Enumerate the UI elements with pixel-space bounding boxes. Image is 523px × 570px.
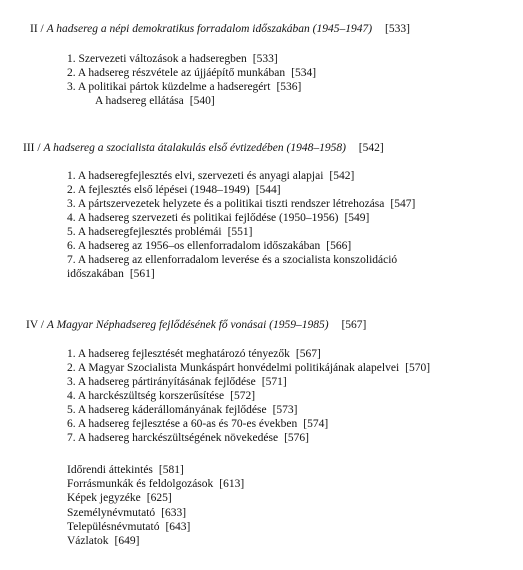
back-matter-page: [625] [146, 492, 172, 505]
toc-entry [67, 211, 477, 225]
back-matter-page: [649] [114, 534, 140, 547]
section-page-ref: [542] [358, 142, 384, 154]
toc-entry-page: [561] [129, 268, 155, 280]
back-matter-text: Településnévmutató [67, 520, 160, 533]
toc-entry-text: 6. A hadsereg az 1956–os ellenforradalom időszakában [67, 240, 321, 252]
back-matter-page: [581] [158, 464, 184, 476]
toc-entry-page: [547] [390, 198, 416, 210]
toc-entry [67, 375, 430, 389]
toc-entry-page: [551] [227, 226, 253, 238]
section-roman-numeral: II / [30, 23, 44, 35]
toc-entry [67, 52, 316, 66]
back-matter-list [67, 463, 244, 548]
toc-entry-text: A hadsereg ellátása [95, 95, 184, 107]
section-title-text: A hadsereg a népi demokratikus forradalom időszakában (1945–1947) [46, 23, 373, 35]
toc-entry-page: [549] [344, 212, 370, 224]
back-matter-text: Képek jegyzéke [67, 492, 141, 505]
section-page-ref: [533] [384, 23, 410, 35]
back-matter-entry [67, 534, 244, 548]
back-matter-entry [67, 506, 244, 520]
toc-entry-text: 3. A hadsereg pártirányításának fejlődése [67, 376, 256, 388]
toc-entry-text: 4. A harckészültség korszerűsítése [67, 390, 225, 402]
section-title-text: A Magyar Néphadsereg fejlődésének fő vonásai (1959–1985) [46, 319, 329, 331]
section-heading-ii [30, 22, 410, 36]
toc-entry-page: [536] [276, 81, 302, 93]
toc-entry [67, 389, 430, 403]
toc-entry-text: 5. A hadseregfejlesztés problémái [67, 226, 222, 238]
toc-entry [67, 253, 477, 281]
toc-entry-text: 7. A hadsereg harckészültségének növekedése [67, 432, 279, 444]
toc-entry-page: [566] [326, 240, 352, 252]
section-ii-entries [67, 52, 316, 108]
toc-entry-page: [540] [189, 95, 215, 107]
toc-entry [67, 239, 477, 253]
toc-entry-page: [534] [291, 67, 317, 79]
toc-entry-page: [571] [261, 376, 287, 388]
toc-entry-page: [576] [284, 432, 309, 444]
back-matter-text: Forrásmunkák és feldolgozások [67, 478, 214, 491]
toc-entry [67, 361, 430, 375]
toc-entry-text: 7. A hadsereg az ellenforradalom leverése és a szocialista konszolidáció időszakában [67, 254, 398, 280]
back-matter-text: Személynévmutató [67, 506, 156, 519]
back-matter-text: Vázlatok [67, 534, 109, 547]
toc-entry [67, 417, 430, 431]
toc-entry [67, 431, 430, 445]
toc-entry-text: 1. A hadseregfejlesztés elvi, szervezeti és anyagi alapjai [67, 170, 324, 182]
section-heading-iii [23, 141, 384, 155]
toc-entry-page: [542] [329, 170, 355, 182]
toc-entry-text: 1. A hadsereg fejlesztését meghatározó tényezők [67, 348, 290, 360]
toc-entry-page: [570] [405, 362, 431, 374]
back-matter-text: Időrendi áttekintés [67, 464, 153, 476]
back-matter-page: [613] [219, 478, 245, 491]
toc-entry [67, 94, 316, 108]
section-roman-numeral: III / [23, 142, 41, 154]
toc-entry-page: [533] [252, 53, 278, 65]
section-heading-iv [26, 318, 366, 332]
back-matter-entry [67, 520, 244, 534]
back-matter-entry [67, 463, 244, 477]
toc-entry-text: 3. A pártszervezetek helyzete és a politikai tiszti rendszer létrehozása [67, 198, 385, 210]
toc-entry-text: 2. A fejlesztés első lépései (1948–1949) [67, 184, 250, 196]
toc-entry [67, 347, 430, 361]
section-page-ref: [567] [341, 319, 367, 331]
back-matter-entry [67, 491, 244, 505]
toc-entry-text: 2. A hadsereg részvétele az újjáépítő munkában [67, 67, 286, 79]
toc-entry [67, 183, 477, 197]
toc-entry [67, 80, 316, 94]
section-title-text: A hadsereg a szocialista átalakulás első évtizedében (1948–1958) [43, 142, 346, 154]
section-roman-numeral: IV / [26, 319, 44, 331]
toc-entry-page: [544] [255, 184, 281, 196]
toc-entry-page: [567] [295, 348, 321, 360]
toc-entry-page: [574] [303, 418, 329, 430]
toc-entry-text: 4. A hadsereg szervezeti és politikai fejlődése (1950–1956) [67, 212, 339, 224]
toc-entry [67, 225, 477, 239]
toc-entry [67, 169, 477, 183]
toc-entry-text: 5. A hadsereg káderállományának fejlődése [67, 404, 267, 416]
toc-entry-text: 6. A hadsereg fejlesztése a 60-as és 70-es években [67, 418, 298, 430]
toc-entry-text: 3. A politikai pártok küzdelme a hadseregért [67, 81, 271, 93]
section-iv-entries [67, 347, 430, 445]
back-matter-page: [633] [161, 506, 187, 519]
back-matter-entry [67, 477, 244, 491]
section-iii-entries [67, 169, 477, 281]
toc-entry [67, 66, 316, 80]
back-matter-page: [643] [165, 520, 191, 533]
toc-entry [67, 197, 477, 211]
toc-entry-page: [573] [272, 404, 298, 416]
toc-entry-text: 2. A Magyar Szocialista Munkáspárt honvédelmi politikájának alapelvei [67, 362, 400, 374]
toc-entry [67, 403, 430, 417]
toc-entry-page: [572] [230, 390, 256, 402]
toc-entry-text: 1. Szervezeti változások a hadseregben [67, 53, 247, 65]
